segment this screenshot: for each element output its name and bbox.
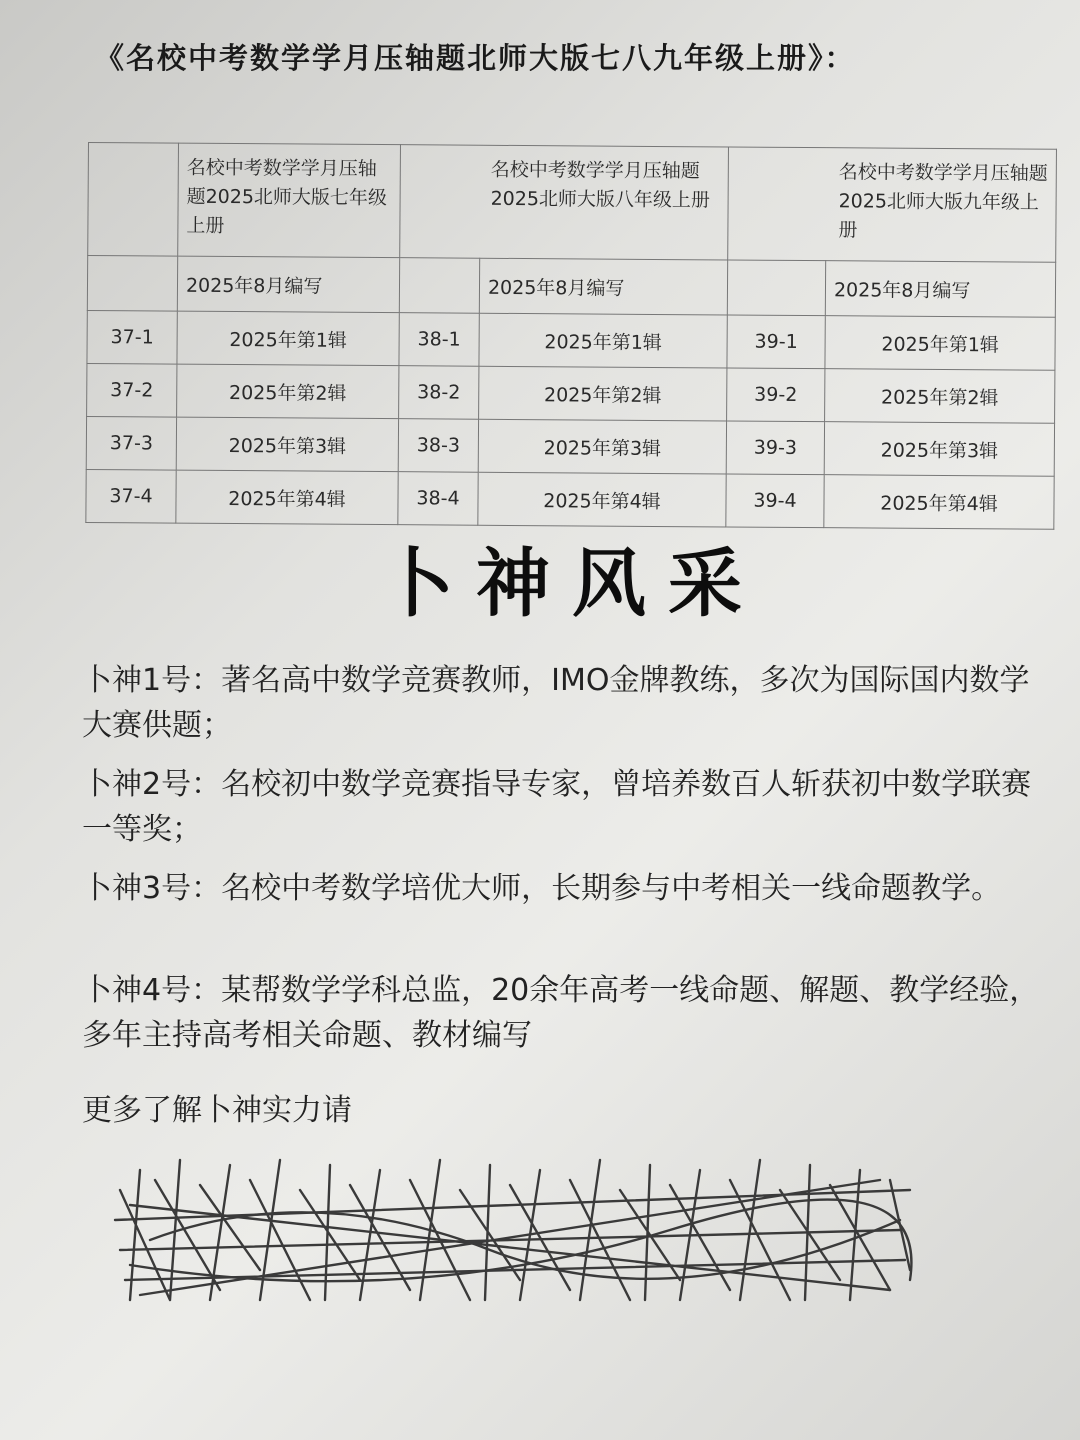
issue-name: 2025年第3辑 [824, 422, 1054, 477]
bio-label: 卜神2号： [82, 767, 222, 802]
issue-name: 2025年第4辑 [176, 470, 398, 525]
column-title-grade8: 名校中考数学学月压轴题2025北师大版八年级上册 [400, 145, 729, 260]
redaction-scribble [110, 1150, 920, 1310]
issue-name: 2025年第2辑 [479, 366, 727, 421]
issue-code: 38-1 [399, 313, 479, 367]
issue-name: 2025年第4辑 [478, 472, 726, 527]
document-heading: 《名校中考数学学月压轴题北师大版七八九年级上册》： [95, 41, 856, 75]
issue-code: 38-3 [398, 419, 478, 473]
table-corner-cell [88, 143, 179, 257]
issue-code: 38-2 [399, 366, 479, 420]
issue-code: 37-4 [86, 469, 176, 523]
table-empty-cell [87, 256, 177, 312]
issue-name: 2025年第4辑 [824, 475, 1054, 530]
bio-paragraph [82, 866, 1042, 911]
issue-name: 2025年第3辑 [176, 417, 398, 472]
issue-code: 37-2 [87, 363, 177, 417]
issue-code: 37-1 [87, 310, 177, 364]
issue-table-grid [85, 142, 1057, 530]
bio-label: 卜神3号： [82, 871, 222, 906]
issue-code: 39-3 [726, 421, 824, 475]
bio-label: 卜神4号： [82, 973, 222, 1008]
bio-paragraph [82, 762, 1042, 852]
table-empty-cell [727, 260, 825, 316]
issue-code: 37-3 [86, 416, 176, 470]
table-edition-row [87, 256, 1055, 318]
table-header-row [88, 143, 1057, 263]
section-title: 卜神风采 [380, 541, 764, 627]
edition-grade8: 2025年8月编写 [479, 258, 727, 315]
more-info-line: 更多了解卜神实力请 [82, 1093, 352, 1128]
edition-grade9: 2025年8月编写 [825, 261, 1055, 318]
issue-name: 2025年第1辑 [479, 313, 727, 368]
issue-name: 2025年第1辑 [177, 311, 399, 366]
table-row [86, 416, 1054, 476]
issue-name: 2025年第3辑 [478, 419, 726, 474]
bio-paragraph [82, 658, 1042, 748]
issue-name: 2025年第1辑 [825, 316, 1055, 371]
issue-code: 38-4 [398, 472, 478, 526]
bio-text: 名校中考数学培优大师，长期参与中考相关一线命题教学。 [221, 871, 1002, 906]
issue-name: 2025年第2辑 [177, 364, 399, 419]
issue-code: 39-2 [727, 368, 825, 422]
table-row [87, 310, 1055, 370]
bio-text: 著名高中数学竞赛教师，IMO金牌教练，多次为国际国内数学大赛供题； [82, 663, 1030, 743]
issue-name: 2025年第2辑 [825, 369, 1055, 424]
table-row [87, 363, 1055, 423]
edition-grade7: 2025年8月编写 [177, 256, 399, 313]
table-row [86, 469, 1054, 529]
bio-label: 卜神1号： [82, 663, 222, 698]
bio-text: 某帮数学学科总监，20余年高考一线命题、解题、教学经验，多年主持高考相关命题、教材编写 [82, 973, 1040, 1053]
issue-table [85, 142, 1056, 530]
issue-code: 39-4 [726, 474, 824, 528]
table-empty-cell [399, 258, 479, 314]
column-title-grade7: 名校中考数学学月压轴题2025北师大版七年级上册 [178, 143, 401, 258]
column-title-grade9: 名校中考数学学月压轴题2025北师大版九年级上册 [728, 147, 1057, 262]
issue-code: 39-1 [727, 315, 825, 369]
bio-text: 名校初中数学竞赛指导专家，曾培养数百人斩获初中数学联赛一等奖； [82, 767, 1032, 847]
bio-paragraph [82, 968, 1042, 1058]
